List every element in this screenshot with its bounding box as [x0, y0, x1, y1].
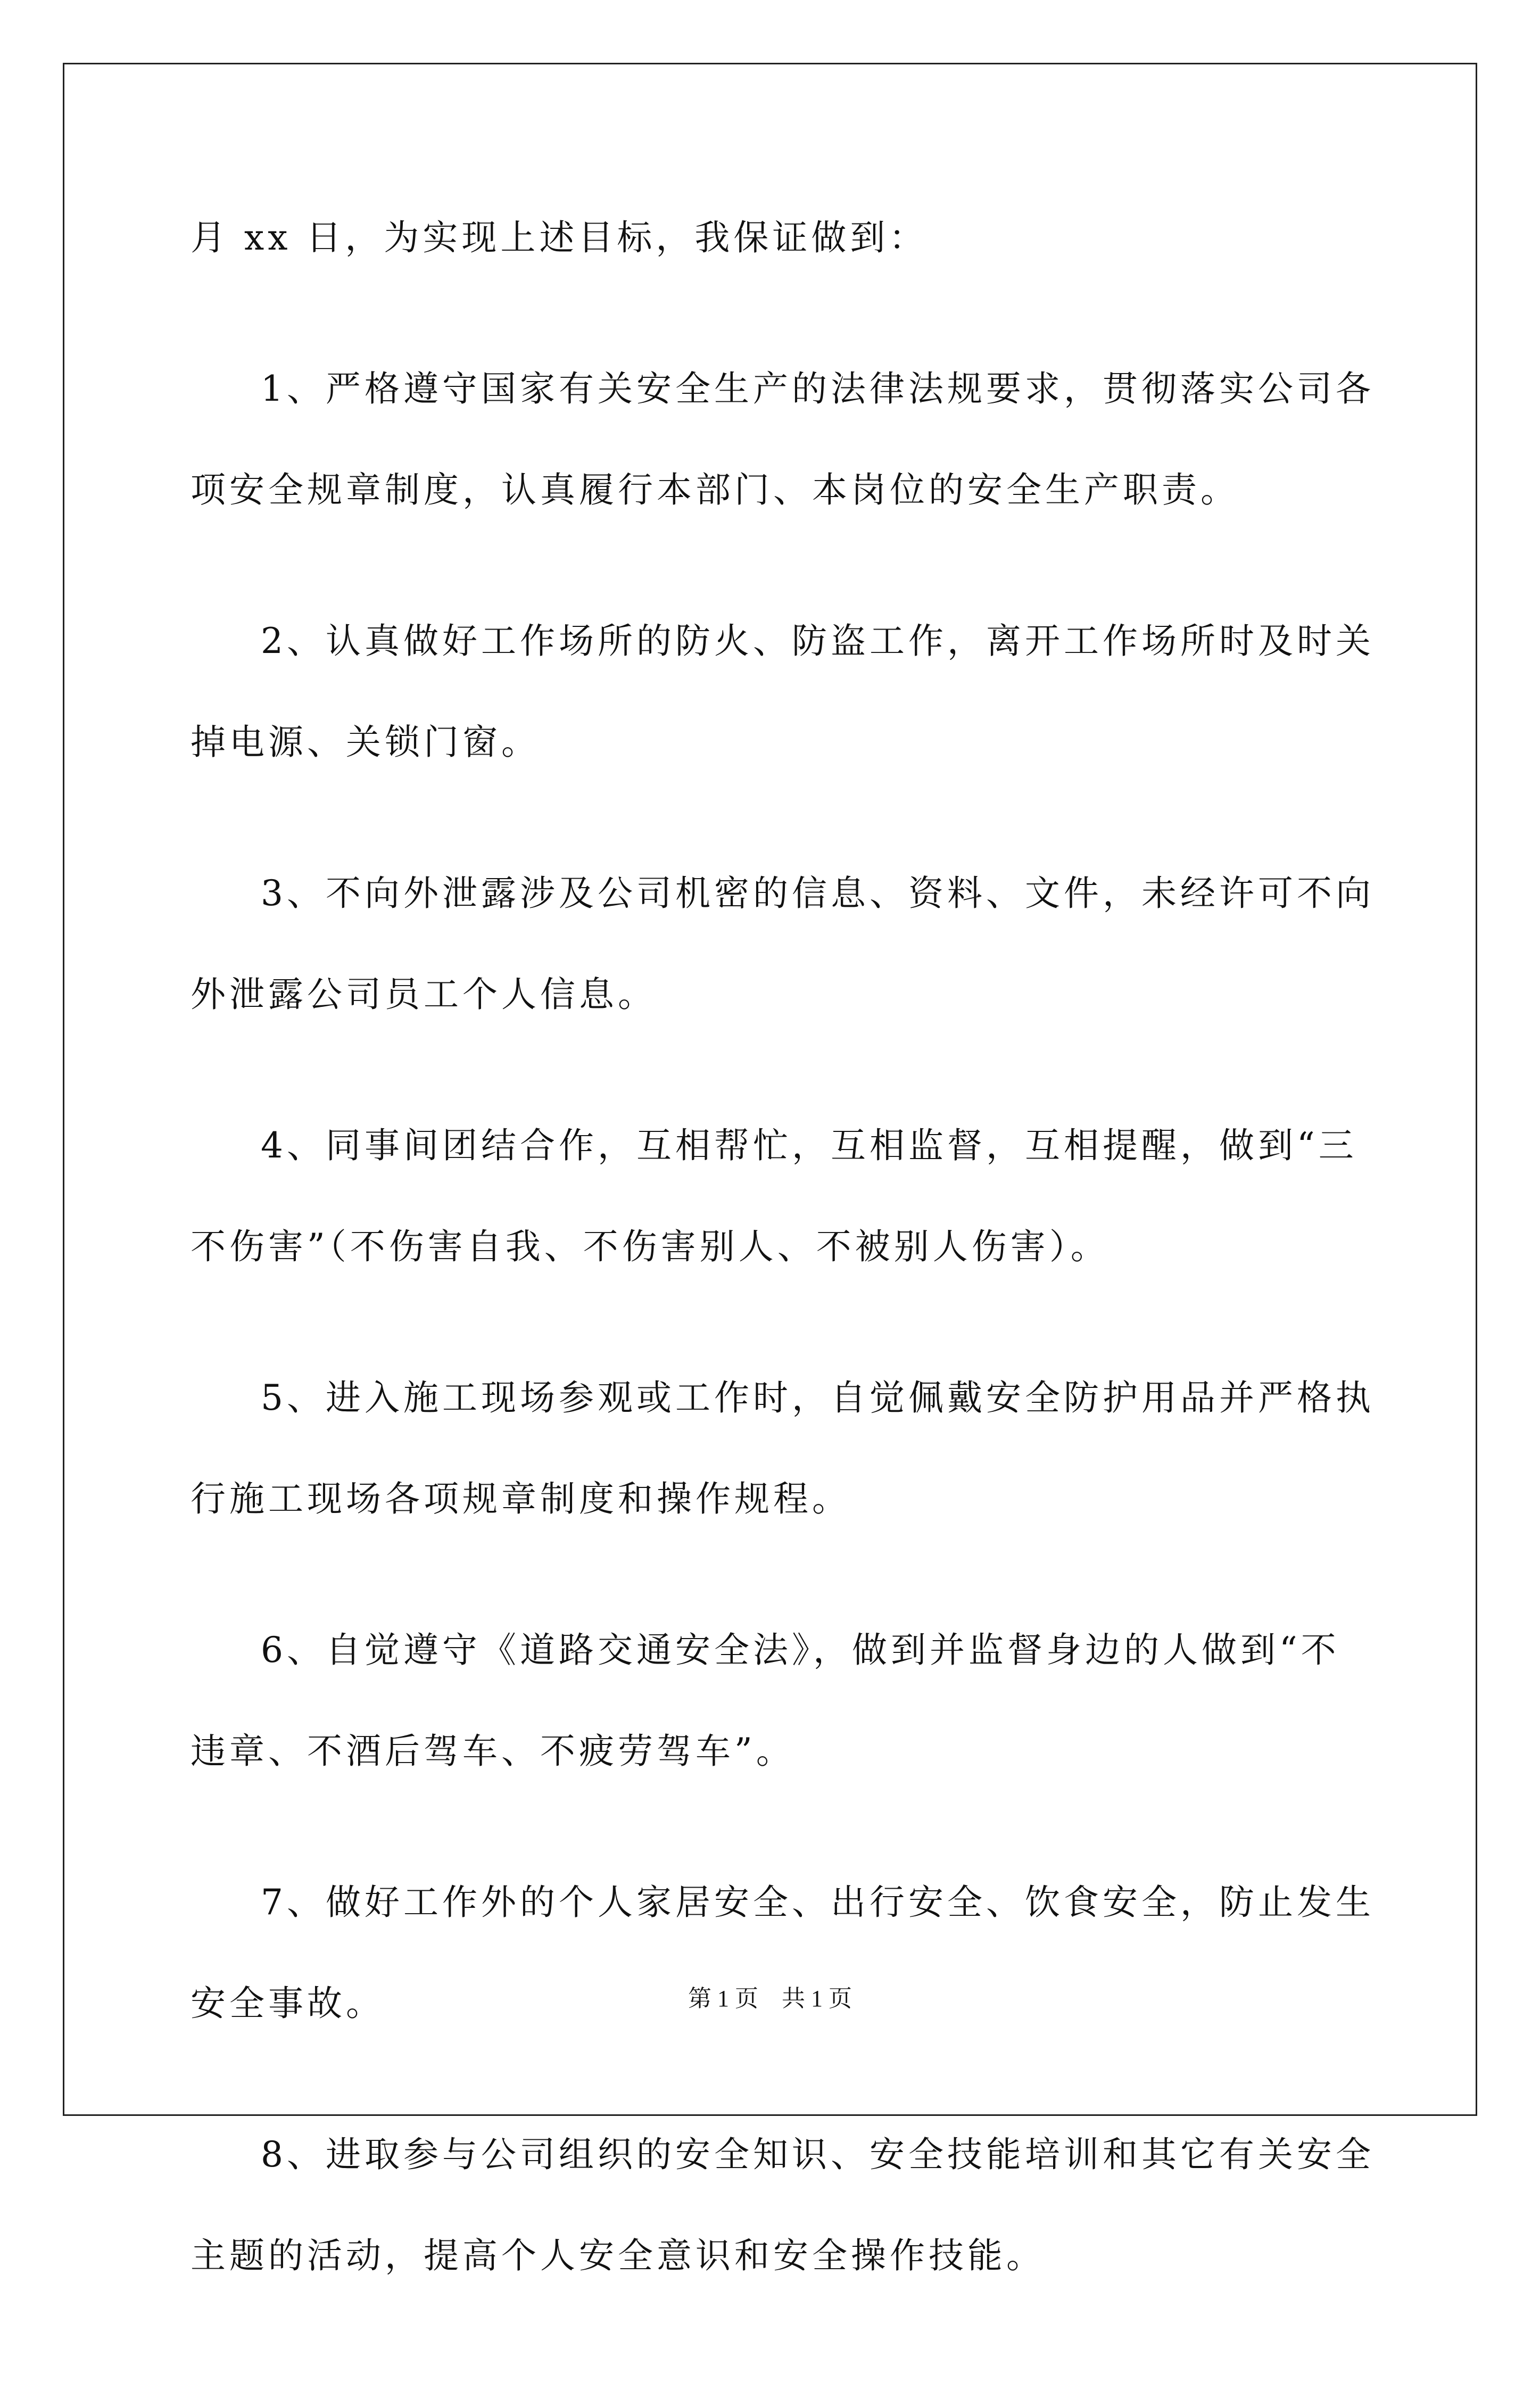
- paragraph-line: 项安全规章制度，认真履行本部门、本岗位的安全生产职责。: [191, 469, 1239, 510]
- paragraph-line: 外泄露公司员工个人信息。: [191, 974, 657, 1015]
- paragraph-line: 5、进入施工现场参观或工作时，自觉佩戴安全防护用品并严格执: [261, 1377, 1375, 1418]
- paragraph-line: 安全事故。: [191, 1983, 385, 2024]
- paragraph-5: [191, 1373, 1375, 1524]
- paragraph-line: 主题的活动，提高个人安全意识和安全操作技能。: [191, 2235, 1045, 2276]
- paragraph-line: 8、进取参与公司组织的安全知识、安全技能培训和其它有关安全: [261, 2134, 1375, 2175]
- paragraph-4: [191, 1121, 1356, 1272]
- paragraph-line: 4、同事间团结合作，互相帮忙，互相监督，互相提醒，做到“三: [261, 1125, 1357, 1166]
- paragraph-2: [191, 616, 1375, 767]
- opening-line: 月 xx 日，为实现上述目标，我保证做到：: [191, 217, 928, 258]
- paragraph-line: 1、严格遵守国家有关安全生产的法律法规要求，贯彻落实公司各: [261, 368, 1375, 409]
- paragraph-8: [191, 2130, 1375, 2281]
- document-body: [191, 213, 1375, 2382]
- paragraph-1: [191, 364, 1375, 515]
- paragraph-line: 不伤害”（不伤害自我、不伤害别人、不被别人伤害）。: [191, 1226, 1110, 1267]
- paragraph-line: 违章、不酒后驾车、不疲劳驾车”。: [191, 1731, 795, 1772]
- paragraph-line: 7、做好工作外的个人家居安全、出行安全、饮食安全，防止发生: [261, 1882, 1375, 1923]
- paragraph-3: [191, 869, 1375, 1020]
- paragraph-line: 掉电源、关锁门窗。: [191, 722, 540, 763]
- paragraph-line: 2、认真做好工作场所的防火、防盗工作，离开工作场所时及时关: [261, 621, 1375, 661]
- paragraph-line: 行施工现场各项规章制度和操作规程。: [191, 1478, 851, 1519]
- page-footer: 第 1 页 共 1 页: [688, 1986, 852, 2012]
- paragraph-line: 3、不向外泄露涉及公司机密的信息、资料、文件，未经许可不向: [261, 873, 1375, 914]
- paragraph-6: [191, 1625, 1356, 1776]
- paragraph-line: 6、自觉遵守《道路交通安全法》，做到并监督身边的人做到“不: [261, 1630, 1340, 1670]
